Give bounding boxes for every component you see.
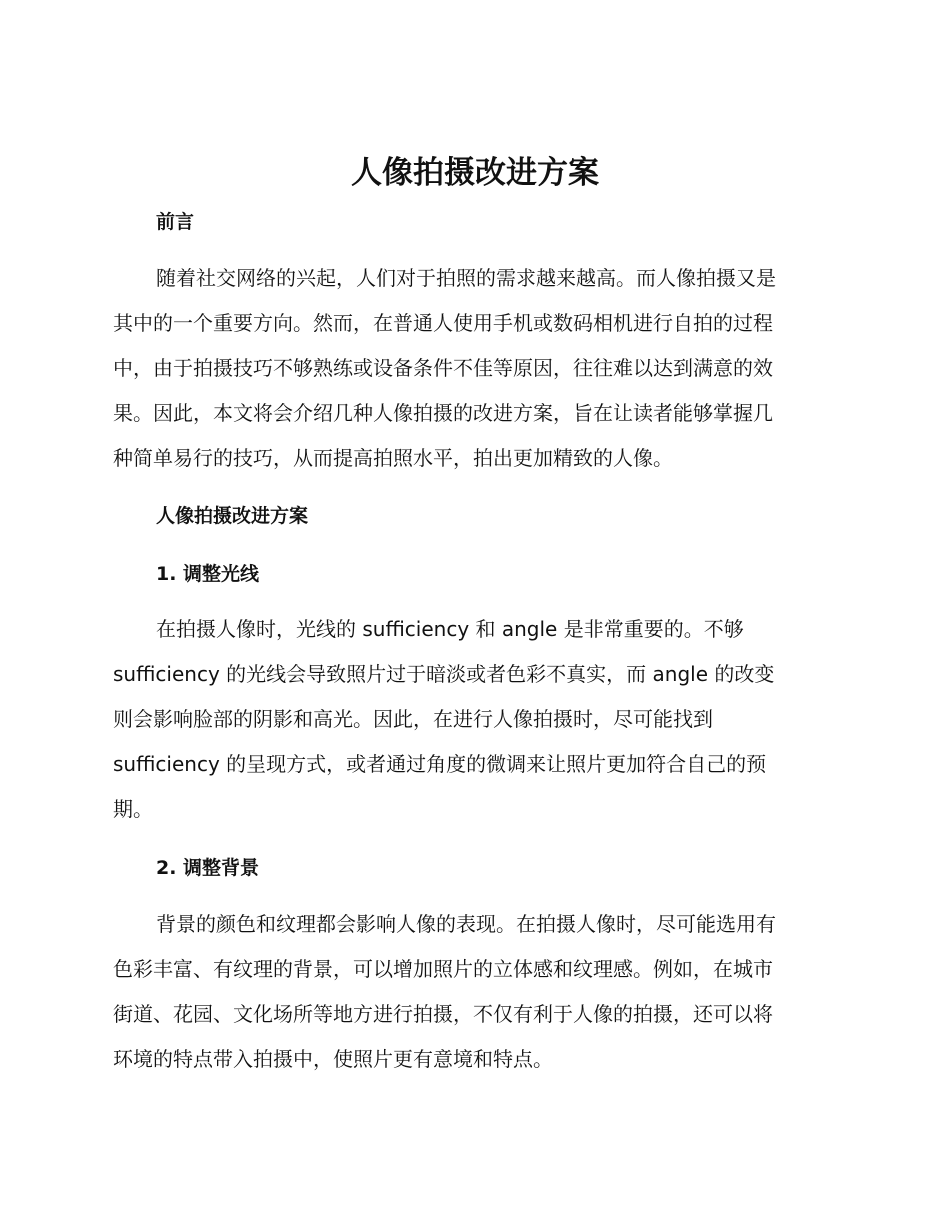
background-paragraph: [113, 902, 833, 1082]
paragraph-line: 种简单易行的技巧，从而提高拍照水平，拍出更加精致的人像。: [113, 446, 673, 470]
paragraph-line: 随着社交网络的兴起，人们对于拍照的需求越来越高。而人像拍摄又是: [156, 266, 776, 290]
section-heading-lighting: 1. 调整光线: [156, 563, 260, 585]
paragraph-line: sufficiency 的呈现方式，或者通过角度的微调来让照片更加符合自己的预: [113, 752, 767, 776]
paragraph-line: 果。因此，本文将会介绍几种人像拍摄的改进方案，旨在让读者能够掌握几: [113, 401, 773, 425]
paragraph-line: 街道、花园、文化场所等地方进行拍摄，不仅有利于人像的拍摄，还可以将: [113, 1002, 773, 1026]
section-heading-background: 2. 调整背景: [156, 857, 260, 879]
lighting-paragraph: [113, 607, 833, 832]
paragraph-line: 其中的一个重要方向。然而，在普通人使用手机或数码相机进行自拍的过程: [113, 311, 773, 335]
section-heading-preface: 前言: [156, 211, 195, 233]
paragraph-line: 背景的颜色和纹理都会影响人像的表现。在拍摄人像时，尽可能选用有: [156, 912, 776, 936]
paragraph-line: sufficiency 的光线会导致照片过于暗淡或者色彩不真实，而 angle 的改变: [113, 662, 775, 686]
paragraph-line: 环境的特点带入拍摄中，使照片更有意境和特点。: [113, 1047, 553, 1071]
paragraph-line: 中，由于拍摄技巧不够熟练或设备条件不佳等原因，往往难以达到满意的效: [113, 356, 773, 380]
paragraph-line: 则会影响脸部的阴影和高光。因此，在进行人像拍摄时，尽可能找到: [113, 707, 713, 731]
preface-paragraph: [113, 256, 833, 481]
section-heading-plan: 人像拍摄改进方案: [156, 505, 309, 527]
document-title: 人像拍摄改进方案: [351, 155, 599, 191]
paragraph-line: 期。: [113, 797, 153, 821]
paragraph-line: 色彩丰富、有纹理的背景，可以增加照片的立体感和纹理感。例如，在城市: [113, 957, 773, 981]
paragraph-line: 在拍摄人像时，光线的 sufficiency 和 angle 是非常重要的。不够: [156, 617, 744, 641]
